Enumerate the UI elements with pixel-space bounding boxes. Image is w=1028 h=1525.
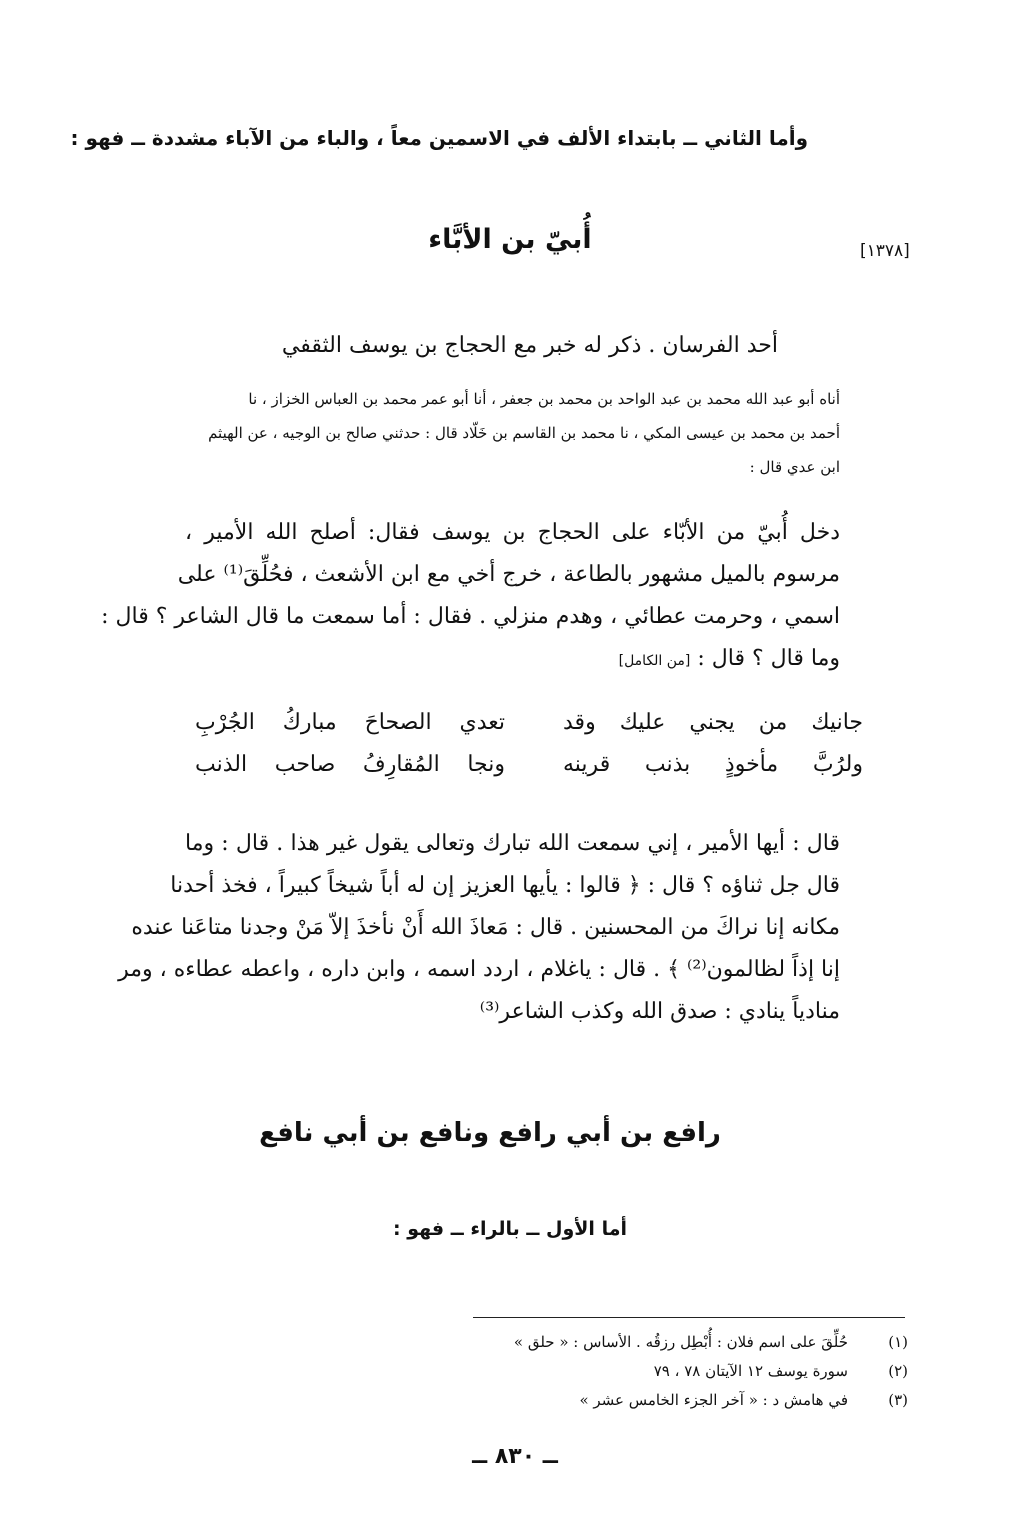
paragraph-line: مكانه إنا نراكَ من المحسنين . قال : مَعاذَ الله أَنْ نأخذَ إلاّ مَنْ وجدنا متاعَنا عنده (131, 915, 840, 940)
poem-verse (195, 702, 863, 744)
paragraph-line: اسمي ، وحرمت عطائي ، وهدم منزلي . فقال : أما سمعت ما قال الشاعر ؟ قال : (101, 604, 840, 629)
paragraph-line: قال جل ثناؤه ؟ قال : ﴿ قالوا : يأيها العزيز إن له أباً شيخاً كبيراً ، فخذ أحدنا (170, 873, 840, 898)
footnote (514, 1328, 908, 1357)
paragraph-line: إنا إذاً لظالمون⁽²⁾ ﴾ . قال : ياغلام ، اردد اسمه ، وابن داره ، واعطه عطاءه ، ومر (118, 957, 840, 982)
footnote-number: (٣) (888, 1391, 908, 1409)
footnote-number: (٢) (888, 1362, 908, 1380)
footnote-text: حُلِّقَ على اسم فلان : أُبْطِل رزقُه . الأساس : « حلق » (513, 1333, 848, 1351)
verse-second-hemistich: ونجا المُقارِفُ صاحب الذنب (195, 752, 505, 777)
paragraph-line-text: وما قال ؟ قال : (697, 646, 840, 671)
isnad-block (185, 382, 840, 484)
meter-label: [من الكامل] (618, 653, 691, 669)
entry-number: [١٣٧٨] (860, 241, 910, 261)
poem-verse (195, 744, 863, 786)
paragraph-line: مرسوم بالميل مشهور بالطاعة ، خرج أخي مع ابن الأشعث ، فحُلِّقَ⁽¹⁾ على (177, 562, 840, 587)
verse-first-hemistich: جانيك من يجني عليك وقد (563, 710, 863, 735)
section-title: رافع بن أبي رافع ونافع بن أبي نافع (259, 1118, 721, 1148)
footnote-text: سورة يوسف ١٢ الآيتان ٧٨ ، ٧٩ (653, 1362, 848, 1380)
footnote (514, 1357, 908, 1386)
footnote-number: (١) (888, 1333, 908, 1351)
isnad-line: ابن عدي قال : (749, 458, 840, 476)
paragraph-line: قال : أيها الأمير ، إني سمعت الله تبارك وتعالى يقول غير هذا . قال : وما (185, 831, 840, 856)
footnotes (514, 1328, 908, 1415)
section-subheading: أما الأول ــ بالراء ــ فهو : (393, 1218, 627, 1240)
verse-first-hemistich: ولرُبَّ مأخوذٍ بذنب قرينه (563, 752, 863, 777)
paragraph-line: دخل أُبيّ من الأبّاء على الحجاج بن يوسف فقال: أصلح الله الأمير ، (185, 520, 840, 545)
paragraph-line (185, 638, 840, 682)
section-header: وأما الثاني ــ بابتداء الألف في الاسمين معاً ، والباء من الآباء مشددة ــ فهو : (70, 126, 808, 150)
narrative-paragraph (101, 512, 840, 682)
narrative-paragraph (118, 823, 840, 1033)
isnad-line: أناه أبو عبد الله محمد بن عبد الواحد بن محمد بن جعفر ، أنا أبو عمر محمد بن العباس الخزاز ، نا (248, 390, 840, 408)
isnad-line: أحمد بن محمد بن عيسى المكي ، نا محمد بن القاسم بن خَلّاد قال : حدثني صالح بن الوجيه ، عن الهيثم (208, 424, 840, 442)
footnote-divider (473, 1317, 905, 1318)
footnote-text: في هامش د : « آخر الجزء الخامس عشر » (579, 1391, 848, 1409)
entry-title: أُبيّ بن الأبَّاء (428, 224, 592, 255)
page-number: ــ ٨٣٠ ــ (472, 1444, 558, 1469)
paragraph-line: منادياً ينادي : صدق الله وكذب الشاعر⁽³⁾ (479, 999, 840, 1024)
entry-lead: أحد الفرسان . ذكر له خبر مع الحجاج بن يوسف الثقفي (281, 333, 778, 358)
poem (195, 702, 863, 786)
footnote (514, 1386, 908, 1415)
verse-second-hemistich: تعدي الصحاحَ مباركُ الجُرْبِ (195, 710, 505, 735)
